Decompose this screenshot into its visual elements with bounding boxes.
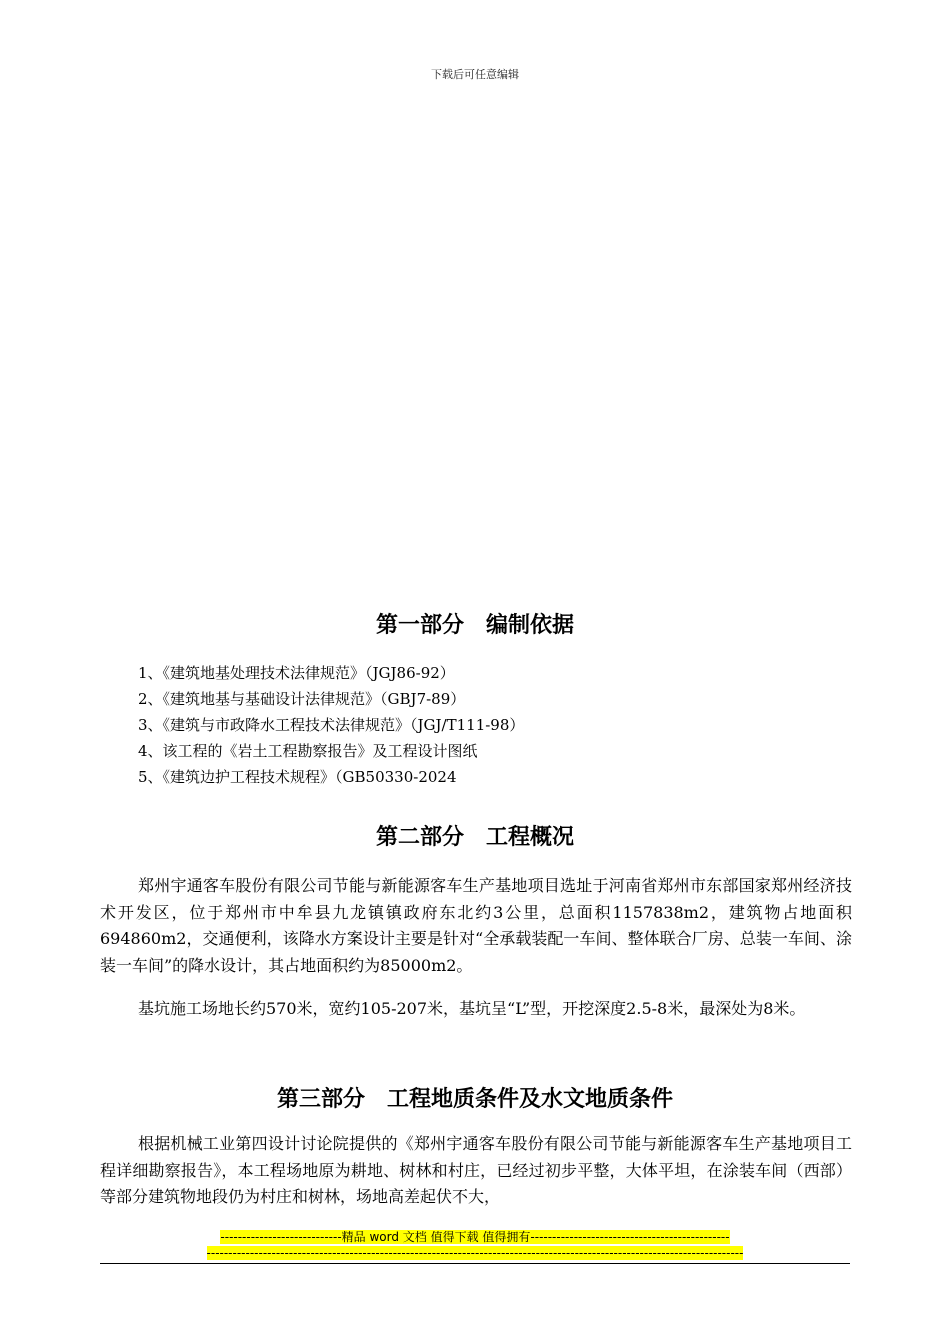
footer-banner [0, 1230, 950, 1244]
overview-paragraph-2: 基坑施工场地长约570米，宽约105-207米，基坑呈“L”型，开挖深度2.5-8米，最深处为8米。 [138, 999, 806, 1018]
reference-list [138, 660, 524, 790]
section-title-basis: 第一部分 编制依据 [375, 613, 574, 638]
list-item: 5、《建筑边护工程技术规程》（GB50330-2024 [138, 768, 457, 786]
footer-dash-line [0, 1246, 950, 1260]
footer-rule [100, 1263, 850, 1264]
section-title-geology: 第三部分 工程地质条件及水文地质条件 [276, 1087, 673, 1112]
geology-paragraph-1: 根据机械工业第四设计讨论院提供的《郑州宇通客车股份有限公司节能与新能源客车生产基地项目工程详细勘察报告》，本工程场地原为耕地、树林和村庄，已经过初步平整，大体平坦，在涂装车间（西部）等部分建筑物地段仍为村庄和树林，场地高差起伏不大， [100, 1134, 852, 1206]
list-item: 1、《建筑地基处理技术法律规范》（JGJ86-92） [138, 664, 455, 682]
footer-dash-text: ---------------------------------------------------------------------------------------------------------------------------- [206, 1246, 744, 1260]
list-item: 3、《建筑与市政降水工程技术法律规范》（JGJ/T111-98） [138, 716, 525, 734]
footer-banner-text: ----------------------------精品 word 文档 值得下载 值得拥有---------------------------------------------- [220, 1230, 730, 1244]
list-item: 2、《建筑地基与基础设计法律规范》（GBJ7-89） [138, 690, 466, 708]
overview-paragraph-1: 郑州宇通客车股份有限公司节能与新能源客车生产基地项目选址于河南省郑州市东部国家郑州经济技术开发区，位于郑州市中牟县九龙镇镇政府东北约3公里，总面积1157838m2，建筑物占地面积694860m2，交通便利，该降水方案设计主要是针对“全承载装配一车间、整体联合厂房、总装一车间、涂装一车间”的降水设计，其占地面积约为85000m2。 [100, 876, 852, 975]
section-title-overview: 第二部分 工程概况 [375, 825, 574, 850]
page-header: 下载后可任意编辑 [431, 68, 519, 81]
list-item: 4、该工程的《岩土工程勘察报告》及工程设计图纸 [138, 742, 478, 760]
